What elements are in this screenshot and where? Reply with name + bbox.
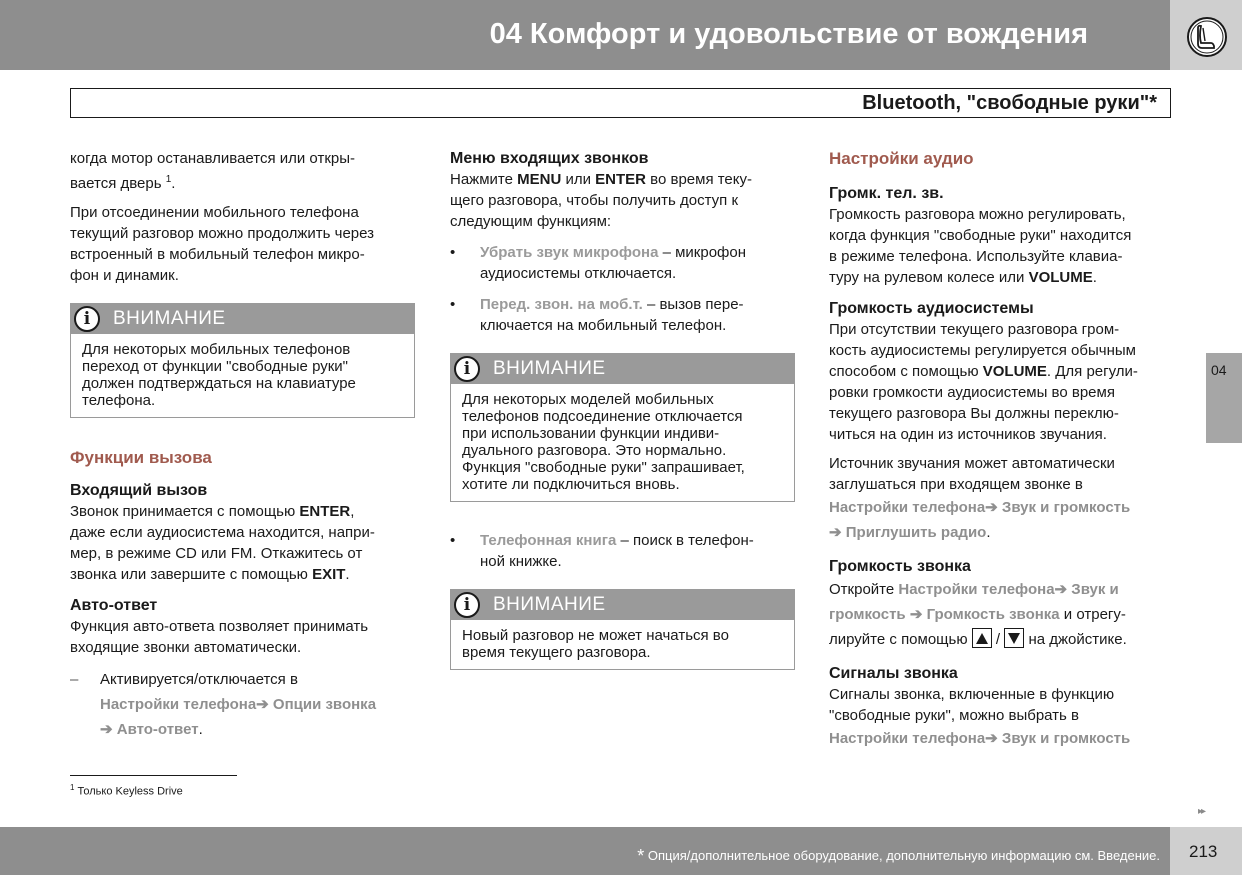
chapter-tab[interactable] (1206, 353, 1242, 443)
paragraph: Звонок принимается с помощью ENTER, даже если аудиосистема находится, напри- мер, в режиме CD или FM. Откажитесь от звонка или завершите с помощью EXIT. (70, 503, 375, 583)
menu-path: Настройки телефона (898, 581, 1055, 598)
paragraph: Сигналы звонка, включенные в функцию "свободные руки", можно выбрать в Настройки телефона➔ Звук и громкость (829, 686, 1131, 747)
paragraph: Нажмите MENU или ENTER во время теку- щего разговора, чтобы получить доступ к следующим функциям: (450, 171, 753, 230)
ringtones-heading: Сигналы звонка (829, 665, 958, 682)
menu-option: Телефонная книга (480, 532, 617, 549)
warning-text: Для некоторых мобильных телефонов переход от функции "свободные руки" должен подтверждаться на клавиатуре телефона. (82, 341, 356, 409)
audio-settings-heading: Настройки аудио (829, 149, 974, 168)
column-1 (70, 148, 415, 742)
seat-icon (1186, 16, 1228, 58)
menu-option: Перед. звон. на моб.т. (480, 296, 643, 313)
incoming-call-heading: Входящий вызов (70, 482, 208, 499)
column-2 (450, 148, 795, 670)
menu-option: Убрать звук микрофона (480, 244, 659, 261)
section-title-box (70, 88, 1171, 118)
warning-header (451, 354, 794, 384)
warning-box (450, 589, 795, 670)
up-arrow-icon (972, 628, 992, 648)
page-number-box (1170, 827, 1242, 875)
incoming-menu-heading: Меню входящих звонков (450, 150, 649, 167)
auto-answer-heading: Авто-ответ (70, 597, 158, 614)
warning-label: ВНИМАНИЕ (493, 358, 606, 379)
list-item: • Убрать звук микрофона – микрофон аудиосистемы отключается. (450, 244, 747, 282)
menu-path: Настройки телефона (829, 730, 986, 747)
footnote: $^1$ Только Keyless Drive (70, 783, 183, 798)
paragraph: Функция авто-ответа позволяет принимать входящие звонки автоматически. (70, 618, 369, 656)
next-page-icon: ▸▸ (1198, 806, 1205, 817)
footer-note: * Опция/дополнительное оборудование, дополнительную информацию см. Введение. (637, 846, 1160, 866)
warning-text: Для некоторых моделей мобильных телефонов подсоединение отключается при использовании функции индиви- дуального разговора. Это нормально. Функция "свободные руки" запрашивает, хотите ли подключиться вновь. (462, 391, 745, 493)
footnote-ref[interactable]: 1 (165, 174, 172, 185)
paragraph: Громкость разговора можно регулировать, когда функция "свободные руки" находится в режиме телефона. Используйте клавиа- туру на рулевом колесе или VOLUME. (829, 206, 1132, 286)
column-3 (829, 148, 1174, 751)
list-item: • Перед. звон. на моб.т. – вызов пере- ключается на мобильный телефон. (450, 296, 744, 334)
audio-volume-heading: Громкость аудиосистемы (829, 300, 1034, 317)
warning-text: Новый разговор не может начаться во время текущего разговора. (462, 627, 729, 661)
footer-bar (0, 827, 1170, 875)
menu-path: Настройки телефона (100, 696, 257, 713)
down-arrow-icon (1004, 628, 1024, 648)
chapter-title: 04 Комфорт и удовольствие от вождения (489, 18, 1088, 50)
info-icon: i (74, 306, 100, 332)
warning-box (450, 353, 795, 502)
paragraph: При отсутствии текущего разговора гром- кость аудиосистемы регулируется обычным способом с помощью VOLUME. Для регули- ровки громкости аудиосистемы во время текущего разговора Вы должны переклю- читься на один из источников звучания. (829, 321, 1138, 443)
chapter-tab-label: 04 (1211, 362, 1227, 378)
info-icon: i (454, 592, 480, 618)
page-number: 213 (1189, 842, 1218, 861)
warning-box (70, 303, 415, 418)
paragraph: Источник звучания может автоматически заглушаться при входящем звонке в Настройки телефона➔ Звук и громкость ➔ Приглушить радио. (829, 455, 1131, 541)
warning-label: ВНИМАНИЕ (493, 594, 606, 615)
ring-volume-heading: Громкость звонка (829, 558, 971, 575)
list-item: • Телефонная книга – поиск в телефон- ной книжке. (450, 532, 754, 570)
info-icon: i (454, 356, 480, 382)
phone-volume-heading: Громк. тел. зв. (829, 185, 944, 202)
section-title: Bluetooth, "свободные руки"* (862, 92, 1157, 114)
call-functions-heading: Функции вызова (70, 448, 212, 467)
warning-label: ВНИМАНИЕ (113, 308, 226, 329)
paragraph: При отсоединении мобильного телефона текущий разговор можно продолжить через встроенный в мобильный телефон микро- фон и динамик. (70, 204, 375, 284)
paragraph: когда мотор останавливается или откры- вается дверь $^1$. (70, 150, 355, 192)
header-bar (0, 0, 1170, 70)
paragraph: Откройте Настройки телефона➔ Звук и громкость ➔ Громкость звонка и отрегу- лируйте с помощью / на джойстике. (829, 581, 1127, 648)
warning-header (451, 590, 794, 620)
dash-list-item: – Активируется/отключается в Настройки телефона➔ Опции звонка ➔ Авто-ответ. (70, 671, 377, 738)
warning-header (71, 304, 414, 334)
menu-path: Настройки телефона (829, 499, 986, 516)
footnote-divider (70, 775, 237, 776)
